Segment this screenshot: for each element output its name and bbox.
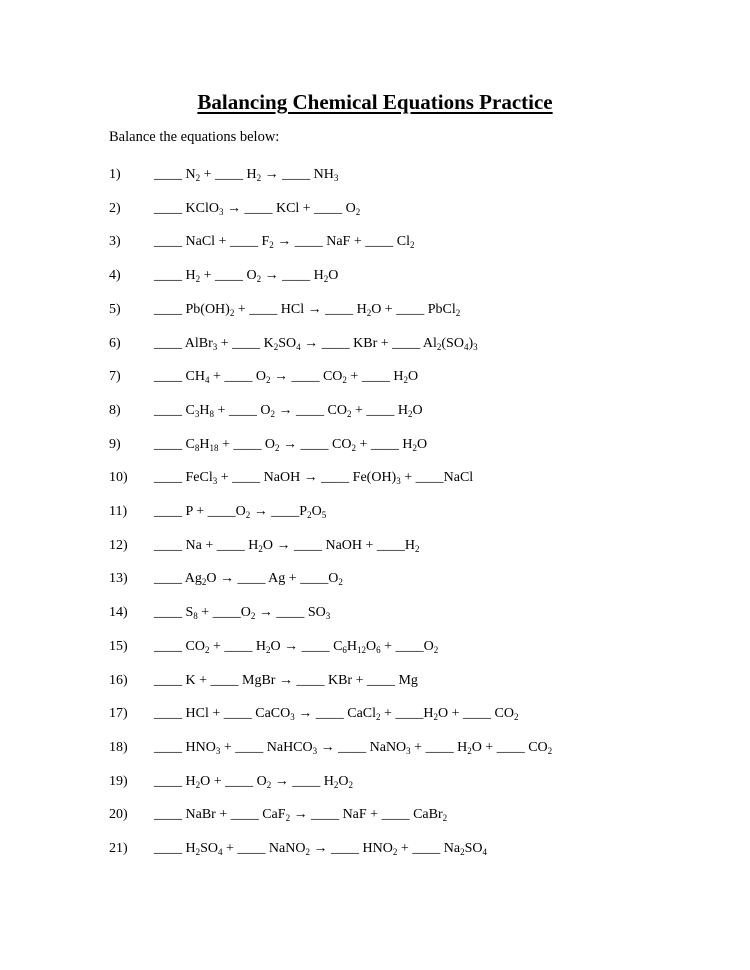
equation-text: ____ $S_8$ + $\_\_\_\_O_2$ → ____ $SO_3$ — [154, 605, 331, 622]
equation-text: ____ $HNO_3$ + ____ NaHCO$_3$ → ____ NaNO$_3$ + ____ $H_2O$ + ____ $CO_2$ — [154, 739, 553, 756]
equation-text: ____ FeCl$_3$ + ____ NaOH → ____ $Fe(OH)_3$ + ____NaCl — [154, 470, 474, 487]
equation-number: 5) — [109, 301, 121, 317]
equation-text: ____ $CH_4$ + ____ $O_2$ → ____ $CO_2$ + ____ $H_2O$ — [154, 369, 419, 386]
equation-number: 2) — [109, 200, 121, 216]
equation-text: ____ $H_2O$ + ____ $O_2$ → ____ $H_2O_2$ — [154, 773, 353, 790]
equation-number: 10) — [109, 470, 128, 486]
equation-text: ____ $C_8H_{18}$ + ____ $O_2$ → ____ $CO_2$ + ____ $H_2O$ — [154, 436, 428, 453]
page-title: Balancing Chemical Equations Practice — [197, 90, 553, 114]
equation-number: 6) — [109, 335, 121, 351]
equation-number: 17) — [109, 706, 128, 722]
equation-number: 21) — [109, 841, 128, 856]
equation-number: 19) — [109, 773, 128, 789]
equation-number: 3) — [109, 234, 121, 250]
equation-text: ____ NaCl + ____ $F_2$ → ____ NaF + ____ $Cl_2$ — [154, 234, 415, 251]
equation-text: ____ $Ag_2O$ → ____ $Ag + \_\_\_\_O_2$ — [154, 571, 343, 588]
equation-number: 14) — [109, 605, 128, 621]
equation-text: ____ $P + \_\_\_\_O_2$ → $\_\_\_\_P_2O_5$ — [154, 504, 327, 520]
equation-text: ____ $N_2$ + ____ $H_2$ → ____ $NH_3$ — [154, 167, 339, 183]
equation-number: 9) — [109, 436, 121, 452]
equation-text: ____ $H_2$ + ____ $O_2$ → ____ $H_2O$ — [154, 268, 339, 285]
equation-number: 20) — [109, 807, 128, 823]
equation-number: 16) — [109, 672, 128, 688]
equation-text: ____ Na + ____ $H_2O$ → ____ NaOH + $\_\_\_\_H_2$ — [154, 537, 420, 554]
equation-text: ____ K + ____ MgBr → ____ KBr + ____ Mg — [154, 672, 418, 688]
equation-text: ____ NaBr + ____ CaF$_2$ → ____ NaF + ____ CaBr$_2$ — [154, 807, 448, 824]
equation-number: 12) — [109, 537, 128, 553]
equation-number: 13) — [109, 571, 128, 587]
equation-text: ____ AlBr$_3$ + ____ $K_2SO_4$ → ____ KBr + ____ $Al_2(SO_4)_3$ — [154, 335, 478, 352]
equation-text: ____ $C_3H_8$ + ____ $O_2$ → ____ $CO_2$ + ____ $H_2O$ — [154, 402, 423, 419]
equation-text: ____ $Pb(OH)_2$ + ____ HCl → ____ $H_2O$ + ____ PbCl$_2$ — [154, 301, 461, 318]
equation-number: 15) — [109, 638, 128, 654]
instructions: Balance the equations below: — [109, 129, 280, 145]
equation-number: 18) — [109, 739, 128, 755]
equation-text: ____ KClO$_3$ → ____ KCl + ____ $O_2$ — [154, 200, 361, 217]
equation-number: 8) — [109, 402, 121, 418]
equation-number: 4) — [109, 268, 121, 284]
equation-number: 11) — [109, 504, 128, 519]
equation-text: ____ $CO_2$ + ____ $H_2O$ → ____ $C_6H_{12}O_6$ + $\_\_\_\_O_2$ — [154, 638, 439, 655]
equation-number: 7) — [109, 369, 121, 385]
equation-number: 1) — [109, 167, 121, 182]
equation-text: ____ HCl + ____ CaCO$_3$ → ____ CaCl$_2$ + $\_\_\_\_H_2O$ + ____ $CO_2$ — [154, 706, 519, 723]
equation-text: ____ $H_2SO_4$ + ____ NaNO$_2$ → ____ $HNO_2$ + ____ $Na_2SO_4$ — [154, 841, 487, 857]
